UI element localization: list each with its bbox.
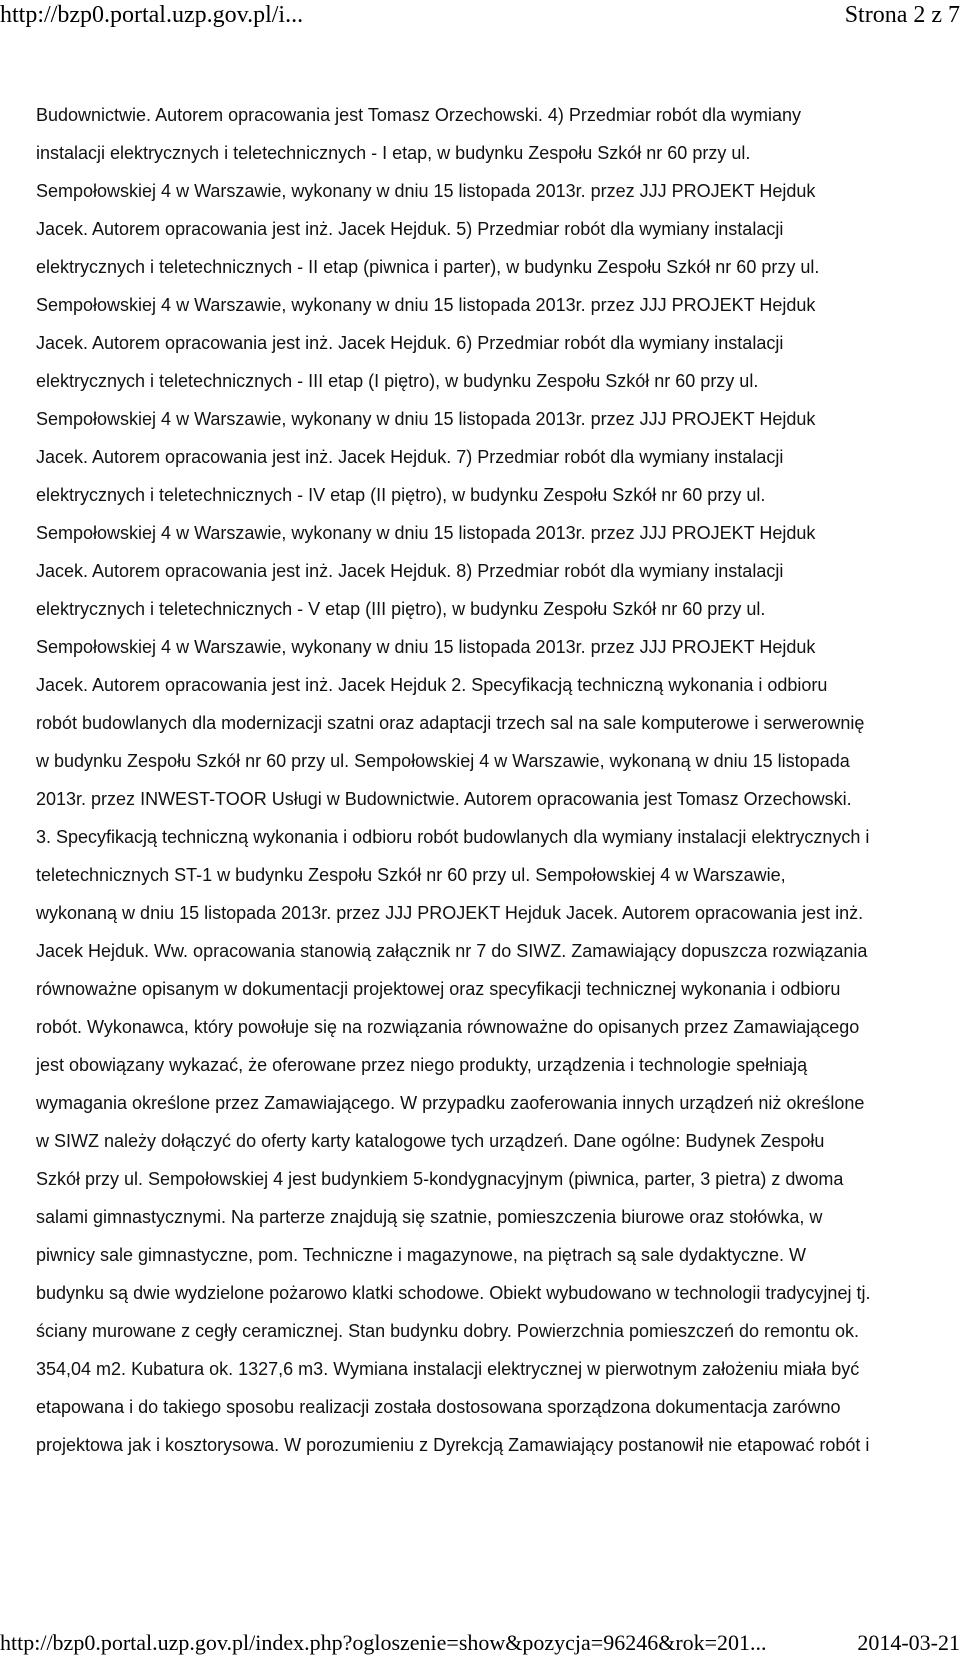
- text-line: elektrycznych i teletechnicznych - III etap (I piętro), w budynku Zespołu Szkół nr 60 przy ul.: [36, 371, 759, 391]
- text-line: robót budowlanych dla modernizacji szatni oraz adaptacji trzech sal na sale komputerowe i serwerownię: [36, 713, 865, 733]
- text-line: Budownictwie. Autorem opracowania jest Tomasz Orzechowski. 4) Przedmiar robót dla wymiany: [36, 105, 801, 125]
- text-line: Jacek. Autorem opracowania jest inż. Jacek Hejduk. 8) Przedmiar robót dla wymiany instalacji: [36, 561, 784, 581]
- text-line: teletechnicznych ST-1 w budynku Zespołu Szkół nr 60 przy ul. Sempołowskiej 4 w Warszawie,: [36, 865, 786, 885]
- page-number: Strona 2 z 7: [844, 2, 960, 28]
- text-line: wymagania określone przez Zamawiającego. W przypadku zaoferowania innych urządzeń niż określone: [36, 1093, 865, 1113]
- text-line: 3. Specyfikacją techniczną wykonania i odbioru robót budowlanych dla wymiany instalacji elektrycznych i: [36, 827, 870, 847]
- footer-url: http://bzp0.portal.uzp.gov.pl/index.php?ogloszenie=show&pozycja=96246&rok=201...: [0, 1630, 767, 1655]
- text-line: 2013r. przez INWEST-TOOR Usługi w Budownictwie. Autorem opracowania jest Tomasz Orzechowski.: [36, 789, 852, 809]
- page-header: [0, 0, 960, 40]
- text-line: Sempołowskiej 4 w Warszawie, wykonany w dniu 15 listopada 2013r. przez JJJ PROJEKT Hejduk: [36, 295, 816, 315]
- footer-date: 2014-03-21: [857, 1630, 960, 1655]
- text-line: budynku są dwie wydzielone pożarowo klatki schodowe. Obiekt wybudowano w technologii tradycyjnej tj.: [36, 1283, 871, 1303]
- text-line: robót. Wykonawca, który powołuje się na rozwiązania równoważne do opisanych przez Zamawiającego: [36, 1017, 860, 1037]
- text-line: piwnicy sale gimnastyczne, pom. Techniczne i magazynowe, na piętrach są sale dydaktyczne. W: [36, 1245, 807, 1265]
- text-line: wykonaną w dniu 15 listopada 2013r. przez JJJ PROJEKT Hejduk Jacek. Autorem opracowania jest inż.: [36, 903, 864, 923]
- text-line: instalacji elektrycznych i teletechnicznych - I etap, w budynku Zespołu Szkół nr 60 przy ul.: [36, 143, 751, 163]
- text-line: Jacek. Autorem opracowania jest inż. Jacek Hejduk 2. Specyfikacją techniczną wykonania i odbioru: [36, 675, 828, 695]
- text-line: Jacek. Autorem opracowania jest inż. Jacek Hejduk. 7) Przedmiar robót dla wymiany instalacji: [36, 447, 784, 467]
- text-line: Szkół przy ul. Sempołowskiej 4 jest budynkiem 5-kondygnacyjnym (piwnica, parter, 3 pietra) z dwoma: [36, 1169, 844, 1189]
- text-line: w SIWZ należy dołączyć do oferty karty katalogowe tych urządzeń. Dane ogólne: Budynek Zespołu: [36, 1131, 825, 1151]
- text-line: Jacek Hejduk. Ww. opracowania stanowią załącznik nr 7 do SIWZ. Zamawiający dopuszcza rozwiązania: [36, 941, 868, 961]
- text-line: Sempołowskiej 4 w Warszawie, wykonany w dniu 15 listopada 2013r. przez JJJ PROJEKT Hejduk: [36, 523, 816, 543]
- text-line: jest obowiązany wykazać, że oferowane przez niego produkty, urządzenia i technologie spełniają: [36, 1055, 808, 1075]
- text-line: elektrycznych i teletechnicznych - II etap (piwnica i parter), w budynku Zespołu Szkół nr 60 przy ul.: [36, 257, 820, 277]
- text-line: 354,04 m2. Kubatura ok. 1327,6 m3. Wymiana instalacji elektrycznej w pierwotnym założeniu miała być: [36, 1359, 860, 1379]
- text-line: Sempołowskiej 4 w Warszawie, wykonany w dniu 15 listopada 2013r. przez JJJ PROJEKT Hejduk: [36, 637, 816, 657]
- text-line: etapowana i do takiego sposobu realizacji została dostosowana sporządzona dokumentacja zarówno: [36, 1397, 841, 1417]
- text-line: elektrycznych i teletechnicznych - V etap (III piętro), w budynku Zespołu Szkół nr 60 przy ul.: [36, 599, 766, 619]
- page-footer: [0, 1630, 960, 1656]
- text-line: Jacek. Autorem opracowania jest inż. Jacek Hejduk. 5) Przedmiar robót dla wymiany instalacji: [36, 219, 784, 239]
- document-body: [36, 96, 960, 1464]
- text-line: ściany murowane z cegły ceramicznej. Stan budynku dobry. Powierzchnia pomieszczeń do remontu ok.: [36, 1321, 860, 1341]
- text-line: Sempołowskiej 4 w Warszawie, wykonany w dniu 15 listopada 2013r. przez JJJ PROJEKT Hejduk: [36, 409, 816, 429]
- header-url: http://bzp0.portal.uzp.gov.pl/i...: [0, 2, 304, 28]
- text-line: projektowa jak i kosztorysowa. W porozumieniu z Dyrekcją Zamawiający postanowił nie etapować robót i: [36, 1435, 870, 1455]
- text-line: salami gimnastycznymi. Na parterze znajdują się szatnie, pomieszczenia biurowe oraz stołówka, w: [36, 1207, 823, 1227]
- text-line: w budynku Zespołu Szkół nr 60 przy ul. Sempołowskiej 4 w Warszawie, wykonaną w dniu 15 listopada: [36, 751, 850, 771]
- text-line: Sempołowskiej 4 w Warszawie, wykonany w dniu 15 listopada 2013r. przez JJJ PROJEKT Hejduk: [36, 181, 816, 201]
- text-line: elektrycznych i teletechnicznych - IV etap (II piętro), w budynku Zespołu Szkół nr 60 przy ul.: [36, 485, 766, 505]
- text-line: Jacek. Autorem opracowania jest inż. Jacek Hejduk. 6) Przedmiar robót dla wymiany instalacji: [36, 333, 784, 353]
- text-line: równoważne opisanym w dokumentacji projektowej oraz specyfikacji technicznej wykonania i odbioru: [36, 979, 841, 999]
